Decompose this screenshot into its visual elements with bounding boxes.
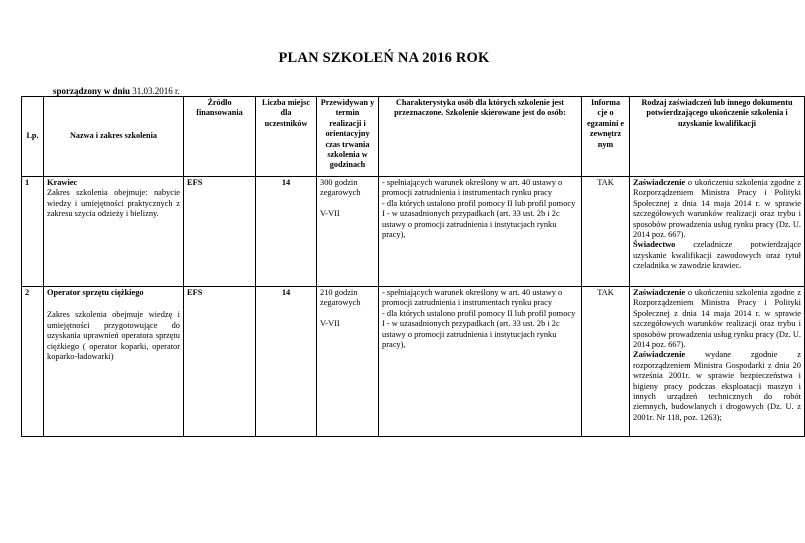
header-lp: Lp.: [22, 97, 44, 177]
seat-count: 14: [256, 177, 317, 287]
course-description: Zakres szkolenia obejmuje: nabycie wiedzy i umiejętności praktycznych z zakresu szycia odzieży i bielizny.: [47, 188, 180, 219]
date-value: 31.03.2016 r.: [132, 86, 180, 96]
certificate-text: wydane zgodnie z rozporządzeniem Ministra Gospodarki z dnia 20 września 2001r. w sprawie bezpieczeństwa i higieny pracy podczas eksploatacji maszyn i innych urządzeń technicznych do robót ziemnych, budowlanych i drogowych (Dz. U. z 2001r. Nr 118, poz. 1263);: [633, 350, 801, 422]
duration-cell: [317, 177, 379, 287]
certificate-cell: [630, 177, 805, 287]
duration-term: V-VII: [320, 208, 340, 218]
duration-hours: 300 godzin zegarowych: [320, 178, 361, 198]
seat-count: 14: [256, 287, 317, 437]
certificate-text: o ukończeniu szkolenia zgodne z Rozporządzeniem Ministra Pracy i Polityki Społecznej z dnia 14 maja 2014 r. w sprawie szczegółowych warunków realizacji oraz trybu i sposobów prowadzenia usług rynku pracy (Dz. U. 2014 poz. 667).: [633, 178, 801, 240]
header-name: Nazwa i zakres szkolenia: [44, 97, 184, 177]
duration-hours: 210 godzin zegarowych: [320, 288, 361, 308]
training-plan-table: [21, 96, 805, 437]
certificate-label: Zaświadczenie: [633, 350, 686, 360]
certificate-text: czeladnicze potwierdzające uzyskanie kwalifikacji zawodowych oraz tytuł czeladnika w zawodzie krawiec.: [633, 240, 801, 271]
header-duration: Przewidywan y termin realizacji i orientacyjny czas trwania szkolenia w godzinach: [317, 97, 379, 177]
header-exam-info: Informa cje o egzamini e zewnętrz nym: [582, 97, 630, 177]
exam-info: TAK: [582, 287, 630, 437]
course-description: Zakres szkolenia obejmuje wiedzę i umiejętności przygotowujące do uzyskania uprawnień operatora sprzętu ciężkiego ( operator koparki, operator koparko-ładowarki): [47, 310, 180, 362]
certificate-label: Zaświadczenie: [633, 288, 686, 297]
header-funding: Źródło finansowania: [184, 97, 256, 177]
header-characteristics: Charakterystyka osób dla których szkolenie jest przeznaczone. Szkolenie skierowane jest do osób:: [379, 97, 582, 177]
row-number: 1: [22, 177, 44, 287]
page-title: PLAN SZKOLEŃ NA 2016 ROK: [278, 50, 490, 66]
duration-term: V-VII: [320, 318, 340, 328]
certificate-label: Świadectwo: [633, 240, 676, 250]
course-name: Operator sprzętu ciężkiego: [47, 288, 144, 297]
exam-info: TAK: [582, 177, 630, 287]
duration-cell: [317, 287, 379, 437]
certificate-label: Zaświadczenie: [633, 178, 686, 187]
row-number: 2: [22, 287, 44, 437]
funding-source: EFS: [184, 177, 256, 287]
characteristics: - spełniających warunek określony w art. 40 ustawy o promocji zatrudnienia i instrumentach rynku pracy - dla których ustalono profil pomocy II lub profil pomocy I - w uzasadnionych przypadkach (art. 33 ust. 2b i 2c ustawy o promocji zatrudnienia i instytucjach rynku pracy),: [379, 177, 582, 287]
funding-source: EFS: [184, 287, 256, 437]
course-name: Krawiec: [47, 178, 78, 187]
date-prefix: sporządzony w dniu: [53, 86, 131, 96]
certificate-text: o ukończeniu szkolenia zgodne z Rozporządzeniem Ministra Pracy i Polityki Społecznej z dnia 14 maja 2014 r. w sprawie szczegółowych warunków realizacji oraz trybu i sposobów prowadzenia usług rynku pracy (Dz. U. 2014 poz. 667).: [633, 288, 801, 350]
document-date-line: [53, 86, 180, 96]
table-header-row: [22, 97, 805, 177]
header-seats: Liczba miejsc dla uczestników: [256, 97, 317, 177]
certificate-cell: [630, 287, 805, 437]
characteristics: - spełniających warunek określony w art. 40 ustawy o promocji zatrudnienia i instrumentach rynku pracy - dla których ustalono profil pomocy II lub profil pomocy I - w uzasadnionych przypadkach (art. 33 ust. 2b i 2c ustawy o promocji zatrudnienia i instytucjach rynku pracy),: [379, 287, 582, 437]
table-row: [22, 287, 805, 437]
course-name-cell: [44, 177, 184, 287]
table-row: [22, 177, 805, 287]
course-name-cell: [44, 287, 184, 437]
header-certificate: Rodzaj zaświadczeń lub innego dokumentu potwierdzającego ukończenie szkolenia i uzyskanie kwalifikacji: [630, 97, 805, 177]
